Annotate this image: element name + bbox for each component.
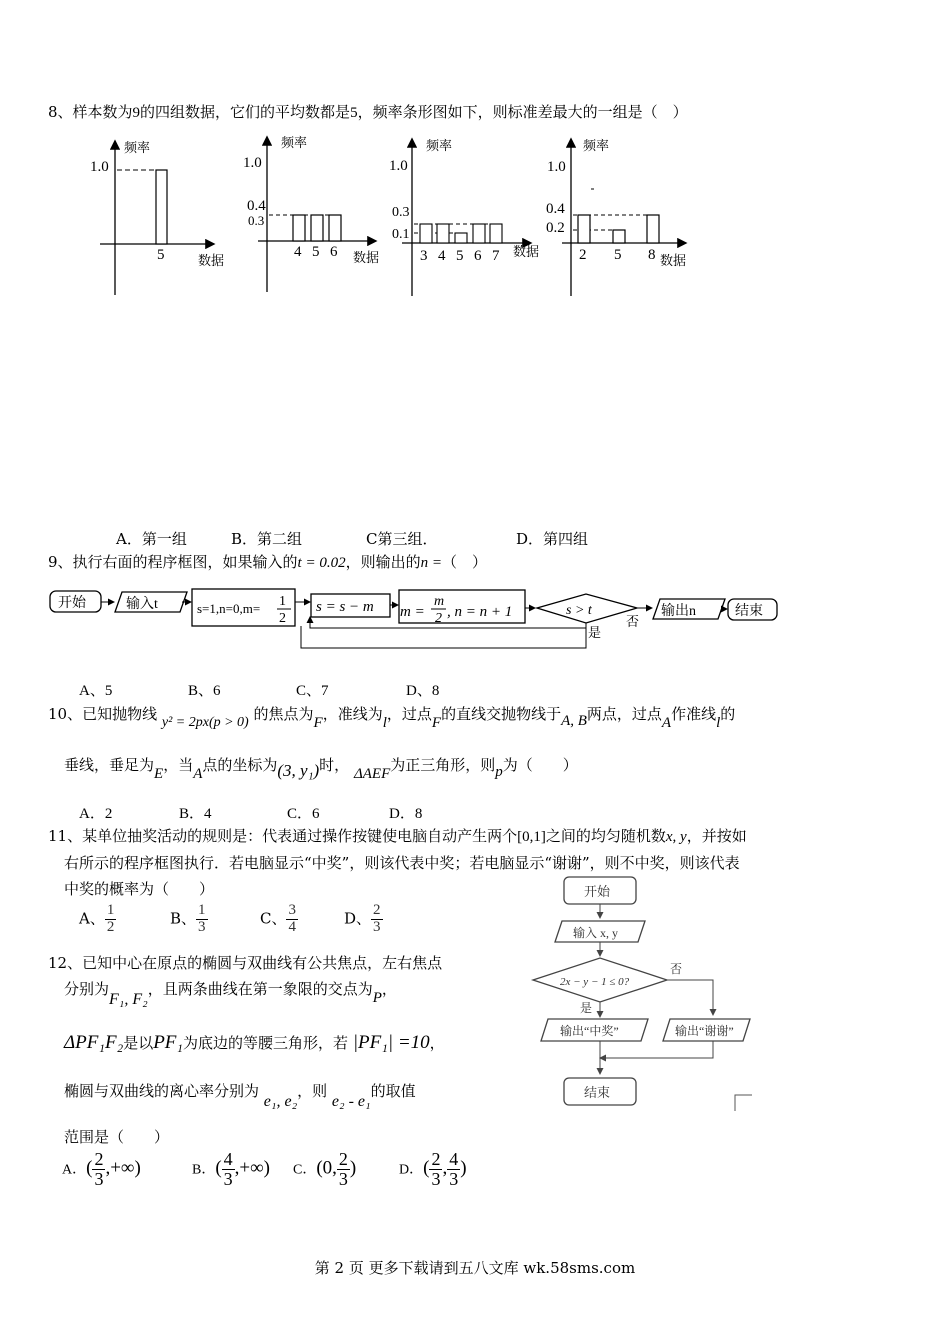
- q10-parabola: y² = 2px(p > 0): [161, 715, 249, 730]
- chart-2-ylabel: 频率: [281, 135, 308, 150]
- q10-F2: F: [431, 715, 442, 731]
- chart-3: [389, 138, 539, 296]
- q11-win: 输出“中奖”: [560, 1024, 619, 1038]
- chart-2-bar-5: [311, 215, 323, 241]
- page-footer: 第 2 页 更多下载请到五八文库 wk.58sms.com: [314, 1259, 636, 1277]
- q9-start: 开始: [58, 595, 86, 611]
- q11-end: 结束: [584, 1085, 611, 1100]
- q10-l2: l: [716, 715, 721, 731]
- q10-tri: ΔAEF: [353, 766, 391, 782]
- chart-2: [243, 135, 379, 292]
- q8-choice-c[interactable]: C第三组．: [366, 530, 438, 548]
- q11-yes: 是: [580, 1001, 593, 1015]
- chart-3-bar-4: [437, 224, 449, 243]
- chart-3-bar-5: [455, 233, 467, 243]
- q12-line1: 12、已知中心在原点的椭圆与双曲线有公共焦点，左右焦点: [48, 954, 443, 972]
- q8-mean: 5: [350, 105, 358, 121]
- q8-choice-a[interactable]: A．第一组: [116, 530, 187, 548]
- chart-3-ytick-1: 1.0: [389, 158, 408, 174]
- chart-4-xtick-5: 5: [614, 247, 622, 263]
- q11-line1: 11、某单位抽奖活动的规则是：代表通过操作按键使电脑自动产生两个[0,1]之间的均匀随机数x, y，并按如: [48, 827, 747, 845]
- chart-3-xlabel: 数据: [513, 244, 540, 259]
- chart-4-ylabel: 频率: [583, 138, 610, 153]
- chart-3-ytick-2: 0.3: [392, 205, 410, 220]
- chart-4-bar-8: [647, 215, 659, 243]
- q9-output: 输出n: [661, 604, 696, 619]
- q12-line5: 范围是（ ）: [64, 1128, 170, 1146]
- q11-choice-a[interactable]: A、 $\frac{1}{2}$: [79, 902, 115, 935]
- q9-choice-d[interactable]: D、8: [406, 683, 440, 699]
- q9-m-num: m: [434, 594, 445, 609]
- q9-init-half-den: 2: [279, 611, 286, 626]
- q10-p: p: [495, 764, 503, 780]
- q9-yes: 是: [588, 625, 602, 640]
- q11-choice-c[interactable]: C、 $\frac{3}{4}$: [260, 902, 296, 935]
- q10-A: A: [661, 715, 672, 731]
- q10-line1: 10、已知抛物线 y² = 2px(p > 0) 的焦点为F，准线为l，过点F的直线交抛物线于A, B两点，过点A作准线l的: [48, 705, 736, 731]
- q9-choice-b[interactable]: B、6: [188, 683, 221, 699]
- q12-pf1: PF₁: [153, 1032, 184, 1053]
- q11-thanks: 输出“谢谢”: [675, 1024, 734, 1038]
- q12-line2: 分别为F₁, F₂，且两条曲线在第一象限的交点为P，: [64, 980, 397, 1008]
- chart-1-xlabel: 数据: [198, 253, 225, 268]
- q12-choice-b[interactable]: B．( $\frac{4}{3}$ ,+∞): [192, 1149, 271, 1189]
- chart-2-ytick-1: 1.0: [243, 155, 262, 171]
- chart-2-xtick-4: 4: [294, 244, 302, 260]
- q10-choice-d[interactable]: D．8: [389, 806, 423, 822]
- q11-input: 输入 x, y: [573, 926, 619, 940]
- chart-4-xtick-8: 8: [648, 247, 656, 263]
- q12-line3: ΔPF₁F₂是以PF₁为底边的等腰三角形，若 |PF₁| =10，: [64, 1032, 445, 1053]
- chart-3-xtick-7: 7: [492, 248, 500, 264]
- q10-line2: 垂线，垂足为E，当A点的坐标为(3, y₁)时， ΔAEF为正三角形，则p为（ ）: [64, 756, 578, 782]
- q8-sample-n: 9: [132, 105, 141, 121]
- q9-end: 结束: [735, 604, 763, 619]
- q9-cond: s > t: [566, 603, 592, 618]
- chart-2-xlabel: 数据: [353, 250, 380, 265]
- q12-line4: 椭圆与双曲线的离心率分别为 e₁, e₂，则 e₂ - e₁的取值: [64, 1082, 416, 1110]
- chart-4-ytick-2: 0.4: [546, 201, 565, 217]
- chart-3-ylabel: 频率: [426, 138, 453, 153]
- q12-diff: e₂ - e₁: [331, 1093, 371, 1110]
- chart-2-ytick-3: 0.3: [248, 213, 265, 228]
- chart-3-xtick-3: 3: [420, 248, 428, 264]
- chart-4-ytick-3: 0.2: [546, 220, 565, 236]
- q10-choice-a[interactable]: A．2: [79, 806, 113, 822]
- q11-start: 开始: [584, 884, 611, 899]
- chart-4-bar-5: [613, 230, 625, 243]
- q12-choice-a[interactable]: A．( $\frac{2}{3}$ ,+∞): [62, 1149, 141, 1189]
- q10-A2: A: [193, 766, 203, 782]
- q9-choice-c[interactable]: C、7: [296, 683, 329, 699]
- q11-xy: x, y: [665, 829, 687, 845]
- q12-P: P: [372, 990, 382, 1006]
- q11-cond: 2x − y − 1 ≤ 0?: [560, 976, 630, 988]
- q9-input: 输入t: [126, 597, 158, 612]
- q10-l: l: [382, 715, 387, 731]
- q10-coord: (3, y₁): [277, 761, 320, 780]
- chart-4-xtick-2: 2: [579, 247, 587, 263]
- chart-1-ytick-1: 1.0: [90, 159, 109, 175]
- chart-2-xtick-5: 5: [312, 244, 320, 260]
- chart-3-bar-7: [490, 224, 502, 243]
- q11-flowchart: [520, 870, 770, 1115]
- q11-line2: 右所示的程序框图执行．若电脑显示“中奖”，则该代表中奖；若电脑显示“谢谢”，则不中奖，则该代表: [64, 854, 740, 872]
- q8-choice-b[interactable]: B．第二组: [231, 530, 303, 548]
- q9-out: n =: [420, 555, 442, 571]
- q11-interval: [0,1]: [517, 829, 546, 845]
- chart-2-bar-4: [293, 215, 305, 241]
- q9-init: s=1,n=0,m=: [197, 601, 261, 616]
- q11-choice-d[interactable]: D、 $\frac{2}{3}$: [344, 902, 381, 935]
- q10-choice-b[interactable]: B．4: [179, 806, 212, 822]
- chart-3-xtick-4: 4: [438, 248, 446, 264]
- q12-choice-d[interactable]: D．( $\frac{2}{3}$ , $\frac{4}{3}$ ): [399, 1149, 467, 1189]
- chart-1-xtick: 5: [157, 247, 165, 263]
- q9-choice-a[interactable]: A、5: [79, 683, 113, 699]
- corner-mark: [734, 1094, 754, 1112]
- chart-3-xtick-5: 5: [456, 248, 464, 264]
- chart-1-ylabel: 频率: [124, 140, 151, 155]
- chart-1: [90, 140, 224, 295]
- q8-charts: [0, 130, 950, 305]
- q9-bottom-line: [301, 626, 586, 648]
- chart-3-bar-6: [473, 224, 485, 243]
- q10-E: E: [154, 766, 164, 782]
- q9-flowchart: [0, 578, 950, 660]
- q9-n-update: , n = n + 1: [447, 604, 513, 620]
- q9-init-half-num: 1: [279, 594, 286, 609]
- q11-line3: 中奖的概率为（ ）: [64, 880, 215, 898]
- q9-cond: t = 0.02: [297, 555, 346, 571]
- q9-m-lhs: m =: [400, 604, 425, 620]
- chart-4: [546, 138, 686, 296]
- chart-4-bar-2: [578, 215, 590, 243]
- q12-foci: F₁, F₂: [109, 991, 148, 1008]
- q9-s-update: s = s − m: [316, 599, 374, 615]
- chart-3-bar-3: [420, 224, 432, 243]
- q9-m-den: 2: [435, 611, 442, 626]
- chart-2-ytick-2: 0.4: [247, 198, 266, 214]
- chart-4-xlabel: 数据: [660, 253, 687, 268]
- q12-ecc: e₁, e₂: [263, 1093, 298, 1110]
- q10-choice-c[interactable]: C．6: [287, 806, 320, 822]
- q10-F: F: [313, 715, 323, 731]
- q8-stem: 8、样本数为9的四组数据，它们的平均数都是5，频率条形图如下，则标准差最大的一组是（ ）: [48, 103, 688, 121]
- chart-4-ytick-1: 1.0: [547, 159, 566, 175]
- q10-AB: A, B: [561, 713, 587, 729]
- q9-stem: 9、执行右面的程序框图，如果输入的t = 0.02，则输出的n =（ ）: [48, 553, 487, 571]
- q8-choice-d[interactable]: D．第四组: [516, 530, 589, 548]
- q12-choice-c[interactable]: C．(0, $\frac{2}{3}$ ): [293, 1149, 357, 1189]
- q11-no: 否: [670, 962, 683, 976]
- chart-2-bar-6: [329, 215, 341, 241]
- q9-no: 否: [626, 614, 640, 629]
- q12-tri: ΔPF₁F₂: [64, 1032, 124, 1053]
- chart-3-xtick-6: 6: [474, 248, 482, 264]
- chart-2-xtick-6: 6: [330, 244, 338, 260]
- q12-abs-eq: |PF₁| =10: [352, 1032, 430, 1053]
- chart-3-ytick-3: 0.1: [392, 227, 410, 242]
- q11-choice-b[interactable]: B、 $\frac{1}{3}$: [170, 902, 206, 935]
- chart-1-bar: [156, 170, 167, 244]
